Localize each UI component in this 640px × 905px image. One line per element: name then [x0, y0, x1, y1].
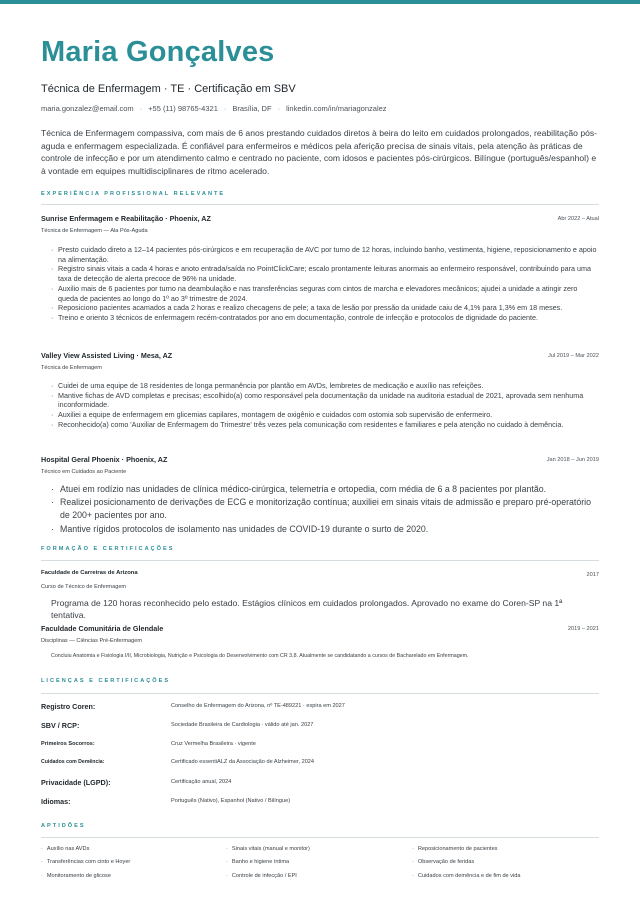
job-bullets [51, 381, 599, 430]
education-description: Concluiu Anatomia e Fisiologia I/II, Microbiologia, Nutrição e Psicologia do Desenvolvimento com CR 3,8. Atualmente se candidatando a cursos de Bacharelado em Enfermagem. [51, 653, 469, 659]
section-title-experience: EXPERIÊNCIA PROFISSIONAL RELEVANTE [41, 191, 226, 197]
section-divider [41, 837, 599, 838]
education-description: Programa de 120 horas reconhecido pelo estado. Estágios clínicos em cuidados prolongados. Aprovado no exame do Coren-SP na 1ª tentativa. [51, 598, 563, 620]
skill-item: · Cuidados com demência e de fim de vida [412, 873, 520, 879]
license-value: Sociedade Brasileira de Cardiologia · válido até jan. 2027 [171, 722, 314, 728]
list-item: · Cuidei de uma equipe de 18 residentes de longa permanência por plantão em AVDs, lembretes de medicação e auxílio nas refeições. [51, 381, 599, 391]
skill-item: · Monitoramento de glicose [41, 873, 111, 879]
job-role: Técnica de Enfermagem — Ala Pós-Aguda [41, 228, 148, 234]
job-role: Técnica de Enfermagem [41, 365, 102, 371]
professional-summary: Técnica de Enfermagem compassiva, com mais de 6 anos prestando cuidados diretos à beira do leito em cuidados prolongados, reabilitação pós-aguda e enfermagem especializada. É confiável para enfermeiros e médicos pela aferição precisa de sinais vitais, pela atenção às práticas de controle de infecção e por um atendimento calmo e centrado no paciente, com idosos e pacientes pós-cirúrgicos. Bilíngue (português/espanhol) e à vontade em equipes multidisciplinares de ritmo acelerado. [41, 128, 598, 176]
license-value: Conselho de Enfermagem do Arizona, nº TE-489221 · expira em 2027 [171, 703, 345, 709]
candidate-name: Maria Gonçalves [41, 36, 275, 68]
license-label: Primeiros Socorros: [41, 741, 95, 747]
education-program: Disciplinas — Ciências Pré-Enfermagem [41, 638, 143, 644]
job-bullets [51, 245, 599, 323]
job-role: Técnico em Cuidados ao Paciente [41, 469, 127, 475]
license-value: Cruz Vermelha Brasileira · vigente [171, 741, 256, 747]
skill-item: · Reposicionamento de pacientes [412, 846, 497, 852]
list-item: · Reconhecido(a) como 'Auxiliar de Enfermagem do Trimestre' três vezes pela comunicação com residentes e familiares e pela atenção no cuidado à demência. [51, 420, 599, 430]
license-label: Idiomas: [41, 797, 71, 806]
skill-item: · Auxílio nas AVDs [41, 846, 89, 852]
list-item: · Registro sinais vitais a cada 4 horas e anoto entrada/saída no PointClickCare; escalo prontamente leituras anormais ao enfermeiro responsável, contribuindo para uma taxa de detecção de alerta precoce de 96% na unidade. [51, 264, 599, 283]
section-divider [41, 204, 599, 205]
license-label: SBV / RCP: [41, 721, 80, 730]
candidate-headline: Técnica de Enfermagem · TE · Certificação em SBV [41, 83, 296, 95]
license-label: Registro Coren: [41, 702, 96, 711]
contact-line: maria.gonzalez@email.com · +55 (11) 98765-4321 · Brasília, DF · linkedin.com/in/mariagonzalez [41, 104, 387, 113]
skill-item: · Banho e higiene íntima [226, 859, 289, 865]
top-accent-bar [0, 0, 640, 4]
skill-item: · Controle de infecção / EPI [226, 873, 297, 879]
education-school: Faculdade de Carreiras de Arizona [41, 570, 138, 576]
job-date: Jul 2019 – Mar 2022 [548, 353, 599, 359]
license-label: Cuidados com Demência: [41, 759, 105, 765]
list-item: · Reposiciono pacientes acamados a cada 2 horas e realizo checagens de pele; a taxa de lesão por pressão da unidade caiu de 4,1% para 1,3% em 18 meses. [51, 303, 599, 313]
contact-location: Brasília, DF [232, 104, 272, 113]
section-title-skills: APTIDÕES [41, 823, 86, 829]
list-item: · Auxiliei a equipe de enfermagem em glicemias capilares, montagem de oxigênio e cuidados com ostomia sob supervisão de enfermeiro. [51, 410, 599, 420]
job-bullets [51, 483, 599, 536]
job-title: Hospital Geral Phoenix · Phoenix, AZ [41, 455, 168, 464]
contact-linkedin[interactable]: linkedin.com/in/mariagonzalez [286, 104, 387, 113]
list-item: · Mantive fichas de AVD completas e precisas; escolhido(a) como responsável pela documentação da unidade na auditoria estadual de 2021, aprovada sem nenhuma inconformidade. [51, 391, 599, 410]
skill-item: · Transferências com cinto e Hoyer [41, 859, 130, 865]
contact-phone: +55 (11) 98765-4321 [148, 104, 218, 113]
contact-email[interactable]: maria.gonzalez@email.com [41, 104, 134, 113]
skill-item: · Observação de feridas [412, 859, 474, 865]
section-divider [41, 693, 599, 694]
list-item: · Auxilio mais de 6 pacientes por turno na deambulação e nas transferências seguras com cintos de marcha e elevadores mecânicos; ajudei a unidade a atingir zero queda de pacientes ao longo do 1º ao 3º trimestre de 2024. [51, 284, 599, 303]
education-date: 2019 – 2021 [567, 626, 599, 632]
education-school: Faculdade Comunitária de Glendale [41, 624, 164, 633]
list-item: · Treino e oriento 3 técnicos de enfermagem recém-contratados por ano em documentação, controle de infecção e protocolos de dignidade do paciente. [51, 313, 599, 323]
job-date: Abr 2022 – Atual [557, 216, 599, 222]
job-title: Sunrise Enfermagem e Reabilitação · Phoenix, AZ [41, 214, 211, 223]
license-value: Certificação anual, 2024 [171, 779, 232, 785]
job-date: Jan 2018 – Jun 2019 [546, 457, 599, 463]
education-program: Curso de Técnico de Enfermagem [41, 584, 127, 590]
list-item: · Presto cuidado direto a 12–14 pacientes pós-cirúrgicos e em recuperação de AVC por turno de 12 horas, incluindo banho, vestimenta, higiene, reposicionamento e apoio na alimentação. [51, 245, 599, 264]
section-divider [41, 560, 599, 561]
education-date: 2017 [586, 572, 599, 578]
license-label: Privacidade (LGPD): [41, 778, 111, 787]
skill-item: · Sinais vitais (manual e monitor) [226, 846, 310, 852]
list-item: · Realizei posicionamento de derivações de ECG e monitorização contínua; auxiliei em sinais vitais de admissão e preparo pré-operatório de 200+ pacientes por ano. [51, 496, 599, 522]
license-value: Português (Nativo), Espanhol (Nativo / Bilíngue) [171, 798, 291, 804]
list-item: · Atuei em rodízio nas unidades de clínica médico-cirúrgica, telemetria e ortopedia, com média de 6 a 8 pacientes por plantão. [51, 483, 599, 496]
section-title-education: FORMAÇÃO E CERTIFICAÇÕES [41, 546, 175, 552]
license-value: Certificado essentiALZ da Associação de Alzheimer, 2024 [171, 759, 315, 765]
job-title: Valley View Assisted Living · Mesa, AZ [41, 351, 173, 360]
section-title-licenses: LICENÇAS E CERTIFICAÇÕES [41, 678, 171, 684]
list-item: · Mantive rígidos protocolos de isolamento nas unidades de COVID-19 durante o surto de 2020. [51, 523, 599, 536]
